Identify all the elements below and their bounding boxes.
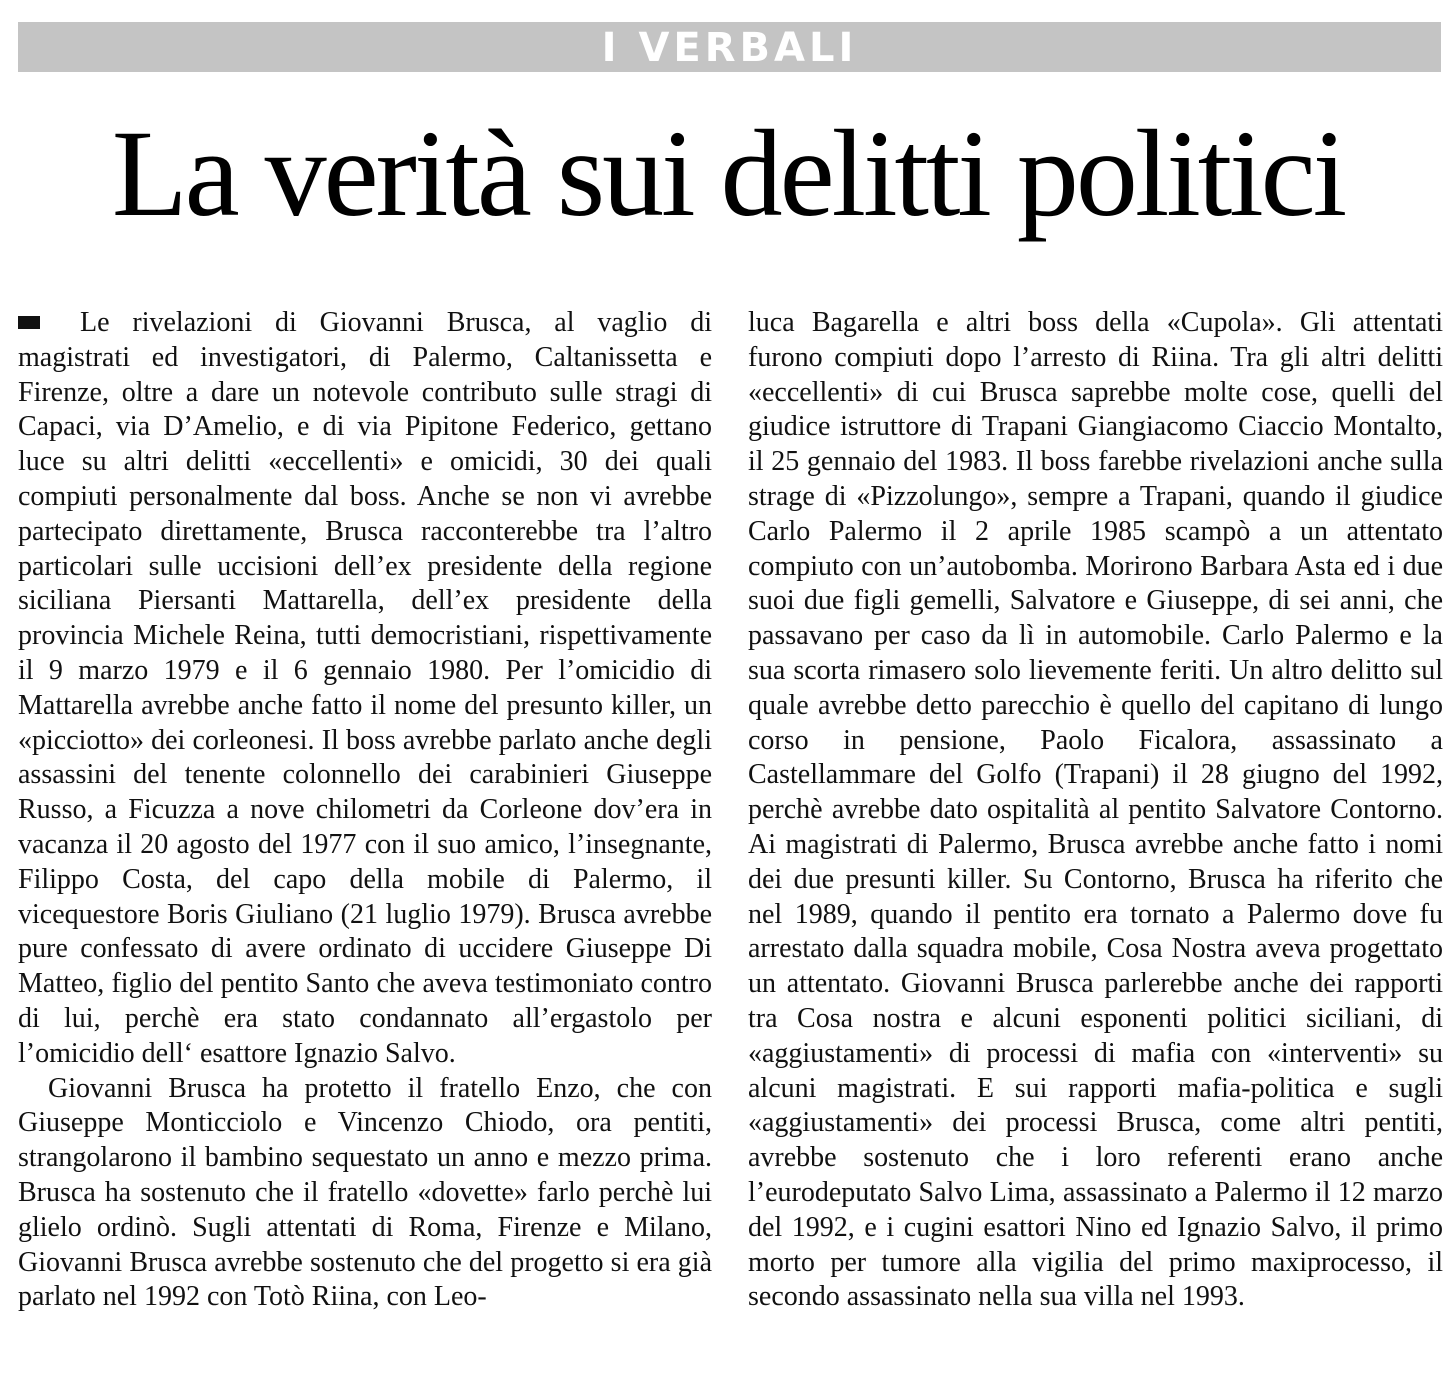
section-kicker: I VERBALI — [601, 25, 858, 71]
bullet-square-icon — [18, 316, 40, 329]
article-column-right — [748, 306, 1443, 1315]
article-paragraph — [18, 306, 712, 1072]
section-kicker-bar — [18, 22, 1441, 72]
article-paragraph-text: Le rivelazioni di Giovanni Brusca, al vaglio di magistrati ed investigatori, di Palermo, Caltanissetta e Firenze, oltre a dare un notevole contributo sulle stragi di Capaci, via D’Amelio, e di via Pipitone Federico, gettano luce su altri delitti «eccellenti» e omicidi, 30 dei quali compiuti personalmente dal boss. Anche se non vi avrebbe partecipato direttamente, Brusca racconterebbe tra l’altro particolari sulle uccisioni dell’ex presidente della regione siciliana Piersanti Mattarella, dell’ex presidente della provincia Michele Reina, tutti democristiani, rispettivamente il 9 marzo 1979 e il 6 gennaio 1980. Per l’omicidio di Mattarella avrebbe anche fatto il nome del presunto killer, un «picciotto» dei corleonesi. Il boss avrebbe parlato anche degli assassini del tenente colonnello dei carabinieri Giuseppe Russo, a Ficuzza a nove chilometri da Corleone dov’era in vacanza il 20 agosto del 1977 con il suo amico, l’insegnante, Filippo Costa, del capo della mobile di Palermo, il vicequestore Boris Giuliano (21 luglio 1979). Brusca avrebbe pure confessato di avere ordinato di uccidere Giuseppe Di Matteo, figlio del pentito Santo che aveva testimoniato contro di lui, perchè era stato condannato all’ergastolo per l’omicidio dell‘ esattore Ignazio Salvo. — [18, 307, 712, 1069]
article-column-left — [18, 306, 712, 1315]
article-paragraph: Giovanni Brusca ha protetto il fratello Enzo, che con Giuseppe Monticciolo e Vincenzo Chiodo, ora pentiti, strangolarono il bambino sequestato un anno e mezzo prima. Brusca ha sostenuto che il fratello «dovette» farlo perchè lui glielo ordinò. Sugli attentati di Roma, Firenze e Milano, Giovanni Brusca avrebbe sostenuto che del progetto si era già parlato nel 1992 con Totò Riina, con Leo- — [18, 1072, 712, 1313]
article-paragraph: luca Bagarella e altri boss della «Cupola». Gli attentati furono compiuti dopo l’arresto di Riina. Tra gli altri delitti «eccellenti» di cui Brusca saprebbe molte cose, quelli del giudice istruttore di Trapani Giangiacomo Ciaccio Montalto, il 25 gennaio del 1983. Il boss farebbe rivelazioni anche sulla strage di «Pizzolungo», sempre a Trapani, quando il giudice Carlo Palermo il 2 aprile 1985 scampò a un attentato compiuto con un’autobomba. Morirono Barbara Asta ed i due suoi due figli gemelli, Salvatore e Giuseppe, di sei anni, che passavano per caso da lì in automobile. Carlo Palermo e la sua scorta rimasero solo lievemente feriti. Un altro delitto sul quale avrebbe detto parecchio è quello del capitano di lungo corso in pensione, Paolo Ficalora, assassinato a Castellammare del Golfo (Trapani) il 28 giugno del 1992, perchè avrebbe dato ospitalità al pentito Salvatore Contorno. Ai magistrati di Palermo, Brusca avrebbe anche fatto i nomi dei due presunti killer. Su Contorno, Brusca ha riferito che nel 1989, quando il pentito era tornato a Palermo dove fu arrestato dalla squadra mobile, Cosa Nostra aveva progettato un attentato. Giovanni Brusca parlerebbe anche dei rapporti tra Cosa nostra e alcuni esponenti politici siciliani, di «aggiustamenti» di processi di mafia con «interventi» su alcuni magistrati. E sui rapporti mafia-politica e sugli «aggiustamenti» dei processi Brusca, come altri pentiti, avrebbe sostenuto che i loro referenti erano anche l’eurodeputato Salvo Lima, assassinato a Palermo il 12 marzo del 1992, e i cugini esattori Nino ed Ignazio Salvo, il primo morto per tumore alla vigilia del primo maxiprocesso, il secondo assassinato nella sua villa nel 1993. — [748, 307, 1443, 1313]
article-headline: La verità sui delitti politici — [111, 105, 1345, 242]
